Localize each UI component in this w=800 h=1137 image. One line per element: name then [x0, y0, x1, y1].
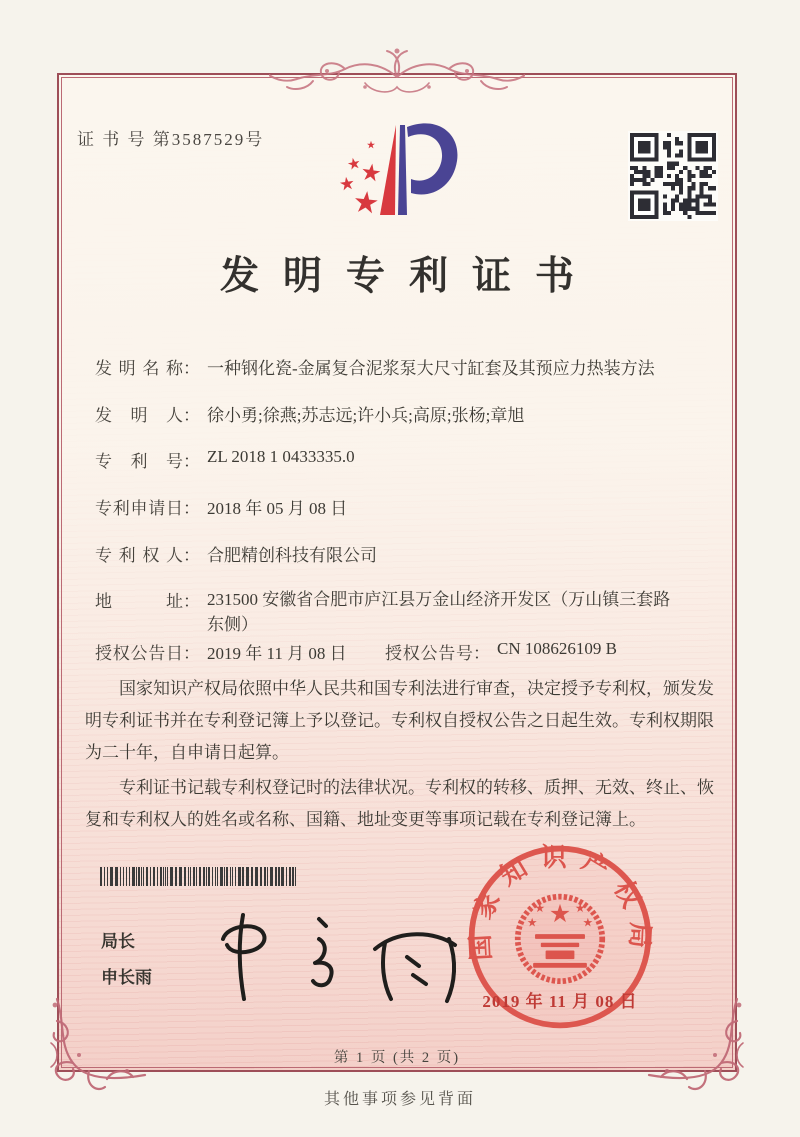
field-value: 231500 安徽省合肥市庐江县万金山经济开发区（万山镇三套路东侧） [207, 590, 671, 634]
field-colon: ： [183, 644, 200, 663]
legal-text [85, 673, 719, 839]
barcode [100, 867, 300, 886]
field-colon: ： [183, 499, 200, 518]
field-invention-title [95, 354, 713, 379]
page-indicator: 第 1 页 (共 2 页) [333, 1050, 461, 1066]
field-value: 2018 年 05 月 08 日 [207, 499, 348, 518]
back-side-note: 其他事项参见背面 [323, 1091, 476, 1108]
field-label: 授权公告号 [385, 644, 473, 663]
field-filing-date [95, 494, 713, 519]
certificate-title: 发明专利证书 [219, 255, 598, 298]
field-colon: ： [183, 452, 200, 471]
field-grant-row [95, 639, 713, 664]
field-colon: ： [183, 592, 200, 611]
field-value: ZL 2018 1 0433335.0 [207, 447, 355, 466]
field-label: 发明名称 [95, 359, 183, 378]
certificate-number: 证 书 号 第3587529号 [77, 130, 265, 149]
field-value: 徐小勇;徐燕;苏志远;许小兵;高原;张杨;章旭 [207, 406, 525, 425]
national-emblem-icon [518, 897, 602, 981]
issuer-post-label: 局长 [101, 932, 135, 951]
field-label: 专利申请日 [95, 499, 183, 518]
field-grant-number [385, 639, 617, 664]
cnipa-patent-logo-icon [327, 111, 491, 235]
director-signature-icon [207, 899, 483, 1015]
legal-paragraph-2: 专利证书记载专利权登记时的法律状况。专利权的转移、质押、无效、终止、恢复和专利权人的姓名或名称、国籍、地址变更等事项记载在专利登记簿上。 [85, 778, 714, 829]
issuer-name-label: 申长雨 [101, 968, 152, 987]
field-value: 一种钢化瓷-金属复合泥浆泵大尺寸缸套及其预应力热装方法 [207, 359, 655, 378]
field-value: 合肥精创科技有限公司 [207, 546, 377, 565]
field-label: 专利权人 [95, 546, 183, 565]
certificate-sheet [57, 73, 737, 1072]
field-label: 地址 [95, 592, 183, 611]
field-colon: ： [473, 644, 490, 663]
grant-date-value: 2019 年 11 月 08 日 [207, 644, 347, 663]
field-label: 发明人 [95, 406, 183, 425]
field-colon: ： [183, 406, 200, 425]
field-colon: ： [183, 359, 200, 378]
field-patentee [95, 541, 713, 566]
field-address [95, 587, 713, 637]
field-inventors [95, 401, 713, 426]
legal-paragraph-1: 国家知识产权局依照中华人民共和国专利法进行审查，决定授予专利权，颁发发明专利证书并在专利登记簿上予以登记。专利权自授权公告之日起生效。专利权期限为二十年，自申请日起算。 [85, 679, 714, 762]
field-patent-number [95, 447, 713, 472]
top-border-flourish [269, 35, 525, 115]
field-colon: ： [183, 546, 200, 565]
field-label: 授权公告日 [95, 644, 183, 663]
seal-ring-text: 国家知识产权局 [465, 843, 655, 962]
seal-date: 2019 年 11 月 08 日 [482, 992, 638, 1011]
grant-number-value: CN 108626109 B [497, 639, 617, 658]
field-label: 专利号 [95, 452, 183, 471]
qr-code [628, 131, 718, 221]
